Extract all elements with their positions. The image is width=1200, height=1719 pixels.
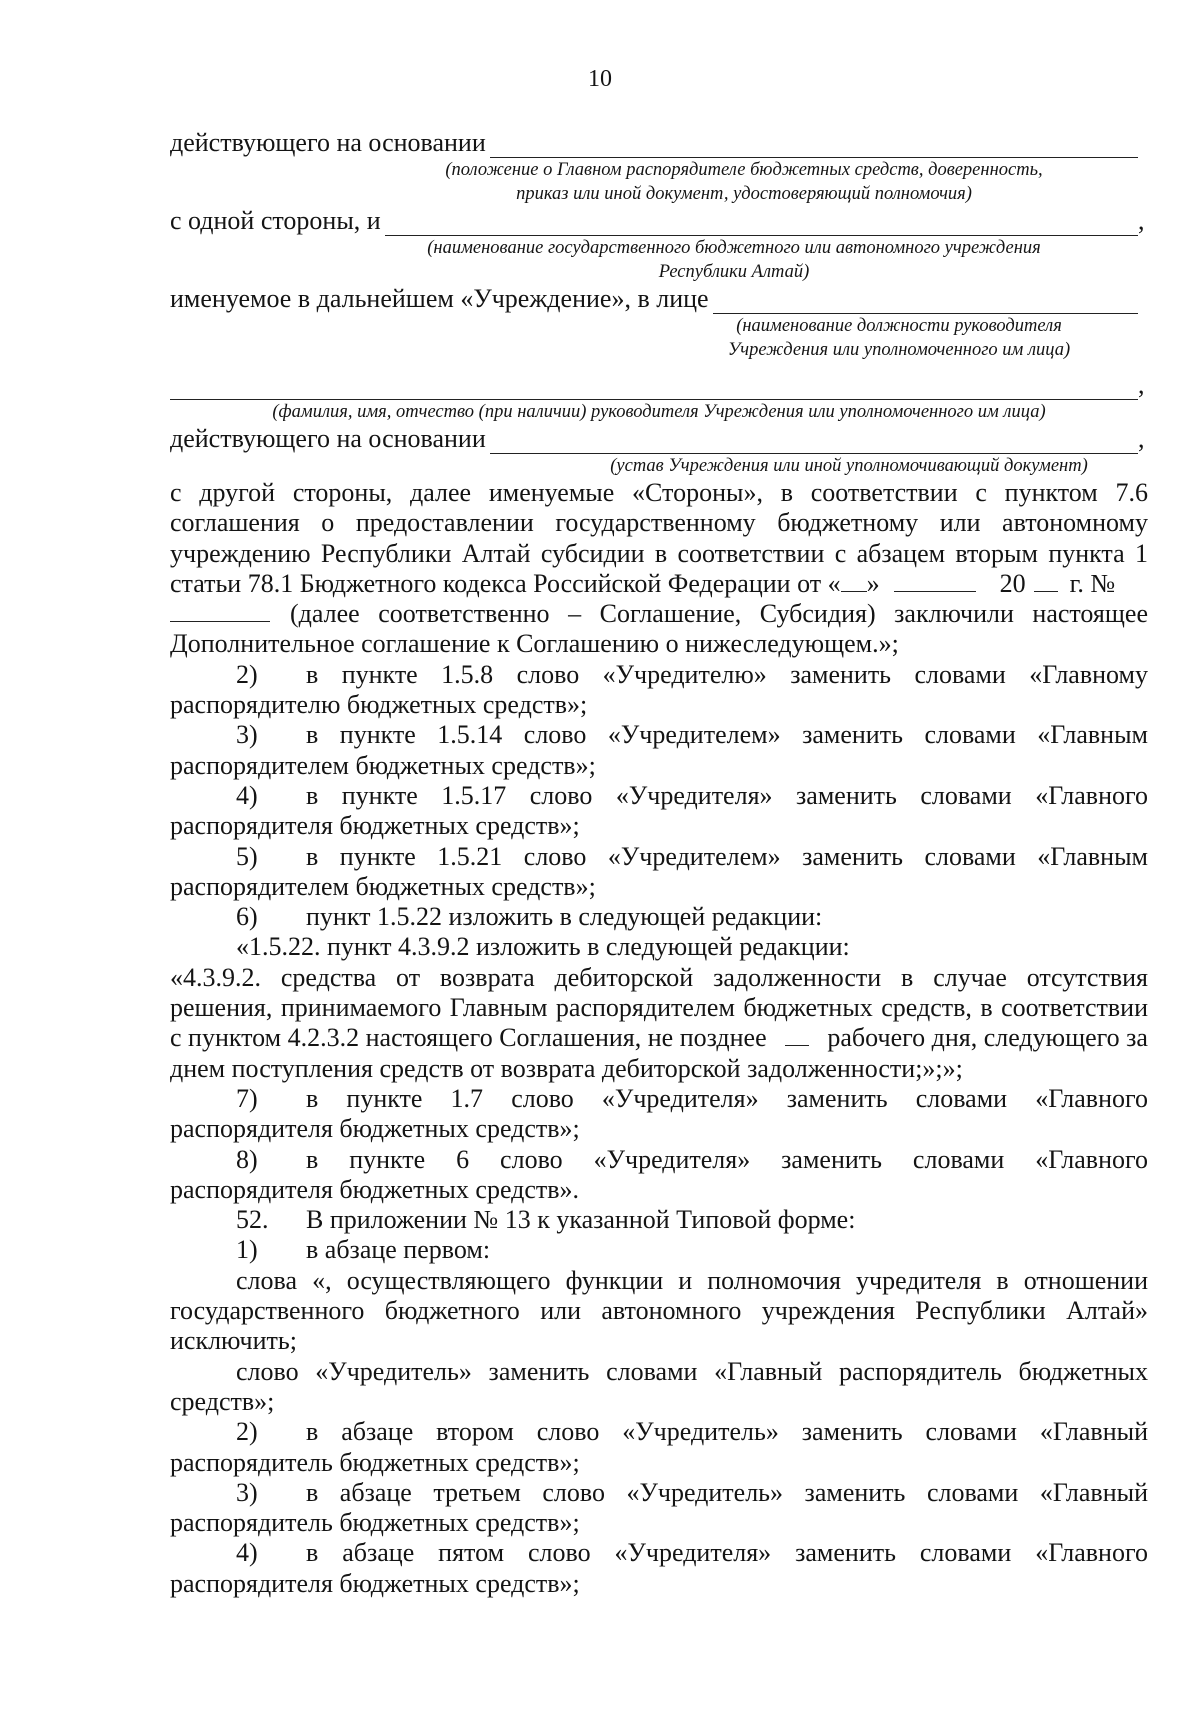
paragraph-line: Дополнительное соглашение к Соглашению о нижеследующем.»; <box>170 629 899 659</box>
list-item-cont: распорядителем бюджетных средств»; <box>170 750 596 780</box>
list-item-cont: распорядителя бюджетных средств»; <box>170 1114 580 1144</box>
page-number: 10 <box>588 66 612 92</box>
list-item-cont: распорядитель бюджетных средств»; <box>170 1508 580 1538</box>
list-item: 4) в абзаце пятом слово «Учредителя» заменить словами «Главного <box>236 1538 1148 1568</box>
list-item-cont: распорядитель бюджетных средств»; <box>170 1447 580 1477</box>
list-item-cont: распорядителя бюджетных средств»; <box>170 811 580 841</box>
form-label: с одной стороны, и <box>170 206 381 235</box>
form-caption: Республики Алтай) <box>658 262 810 282</box>
form-row-represented-by <box>170 284 1148 314</box>
form-row-basis-1 <box>170 128 1148 158</box>
list-item-cont: распорядителя бюджетных средств»; <box>170 1568 580 1598</box>
list-item: 1) в абзаце первом: <box>236 1235 491 1265</box>
quote-line: днем поступления средств от возврата дебиторской задолженности;»;»; <box>170 1053 963 1083</box>
list-item: 2) в абзаце втором слово «Учредитель» заменить словами «Главный <box>236 1417 1148 1447</box>
form-caption: (наименование должности руководителя <box>736 316 1062 336</box>
fill-in-days[interactable] <box>785 1023 809 1046</box>
paragraph-line-date: статьи 78.1 Бюджетного кодекса Российской Федерации от « » 20 г. № <box>170 568 1116 598</box>
paragraph-line: слова «, осуществляющего функции и полномочия учредителя в отношении <box>236 1265 1148 1295</box>
list-item: 2) в пункте 1.5.8 слово «Учредителю» заменить словами «Главному <box>236 659 1148 689</box>
list-item-cont: распорядителю бюджетных средств»; <box>170 690 588 720</box>
form-caption: (наименование государственного бюджетного или автономного учреждения <box>427 238 1041 258</box>
fill-in-number[interactable] <box>170 599 270 622</box>
list-item: 6) пункт 1.5.22 изложить в следующей редакции: <box>236 902 823 932</box>
list-item: 8) в пункте 6 слово «Учредителя» заменить словами «Главного <box>236 1144 1148 1174</box>
list-item-cont: распорядителем бюджетных средств»; <box>170 871 596 901</box>
quote-line: с пунктом 4.2.3.2 настоящего Соглашения, не позднее рабочего дня, следующего за <box>170 1023 1148 1053</box>
paragraph-line: исключить; <box>170 1326 297 1356</box>
form-caption: приказ или иной документ, удостоверяющий полномочия) <box>516 184 972 204</box>
paragraph-line: слово «Учредитель» заменить словами «Главный распорядитель бюджетных <box>236 1356 1148 1386</box>
quote-line: «1.5.22. пункт 4.3.9.2 изложить в следующей редакции: <box>236 932 850 962</box>
list-item: 4) в пункте 1.5.17 слово «Учредителя» заменить словами «Главного <box>236 780 1148 810</box>
fill-in-line[interactable] <box>490 133 1138 158</box>
fill-in-line[interactable] <box>385 211 1138 236</box>
list-item: 3) в пункте 1.5.14 слово «Учредителем» заменить словами «Главным <box>236 720 1148 750</box>
form-label: именуемое в дальнейшем «Учреждение», в лице <box>170 284 709 313</box>
fill-in-year[interactable] <box>1034 569 1058 592</box>
paragraph-line: государственного бюджетного или автономного учреждения Республики Алтай» <box>170 1296 1148 1326</box>
form-row-full-name: , <box>170 370 1148 400</box>
form-caption: (положение о Главном распорядителе бюджетных средств, доверенность, <box>445 160 1043 180</box>
paragraph-line: (далее соответственно – Соглашение, Субсидия) заключили настоящее <box>170 599 1148 629</box>
quote-line: «4.3.9.2. средства от возврата дебиторской задолженности в случае отсутствия <box>170 962 1148 992</box>
document-body <box>170 128 1148 1599</box>
list-item: 5) в пункте 1.5.21 слово «Учредителем» заменить словами «Главным <box>236 841 1148 871</box>
fill-in-line[interactable] <box>713 289 1138 314</box>
form-caption: Учреждения или уполномоченного им лица) <box>727 340 1071 360</box>
section-item: 52. В приложении № 13 к указанной Типовой форме: <box>236 1205 856 1235</box>
paragraph-line: средств»; <box>170 1386 275 1416</box>
fill-in-month[interactable] <box>894 569 976 592</box>
form-label: действующего на основании <box>170 424 486 453</box>
fill-in-day[interactable] <box>841 569 867 592</box>
paragraph-line: соглашения о предоставлении государственному бюджетному или автономному <box>170 508 1148 538</box>
list-item: 3) в абзаце третьем слово «Учредитель» заменить словами «Главный <box>236 1477 1148 1507</box>
fill-in-line[interactable] <box>490 429 1138 454</box>
form-row-one-side: с одной стороны, и , <box>170 206 1145 235</box>
form-row-basis-2: действующего на основании , <box>170 424 1145 453</box>
paragraph-line: учреждению Республики Алтай субсидии в соответствии с абзацем вторым пункта 1 <box>170 538 1148 568</box>
list-item: 7) в пункте 1.7 слово «Учредителя» заменить словами «Главного <box>236 1083 1148 1113</box>
paragraph-line: с другой стороны, далее именуемые «Стороны», в соответствии с пунктом 7.6 <box>170 478 1148 507</box>
list-item-cont: распорядителя бюджетных средств». <box>170 1174 580 1204</box>
quote-line: решения, принимаемого Главным распорядителем бюджетных средств, в соответствии <box>170 993 1148 1023</box>
fill-in-line[interactable] <box>170 375 1138 400</box>
form-label: действующего на основании <box>170 128 486 157</box>
form-caption: (фамилия, имя, отчество (при наличии) руководителя Учреждения или уполномоченного им лица) <box>272 402 1046 422</box>
form-caption: (устав Учреждения или иной уполномочивающий документ) <box>610 456 1088 476</box>
